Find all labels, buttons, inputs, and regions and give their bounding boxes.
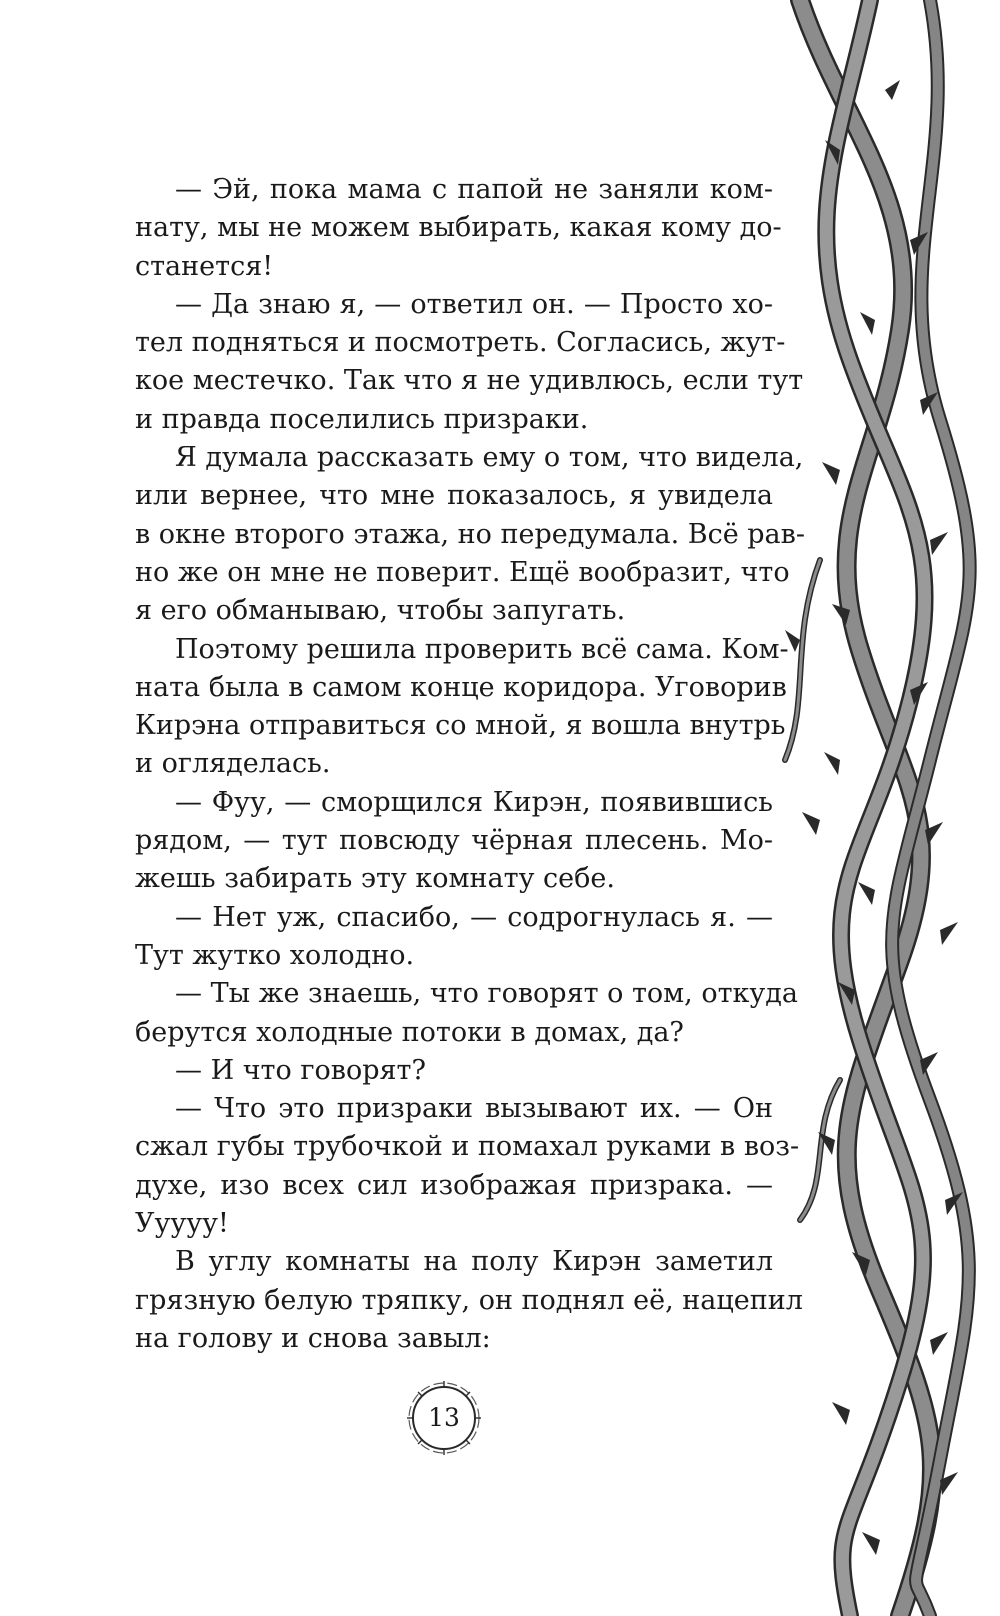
- text-line: сжал губы трубочкой и помахал руками в воз-: [135, 1131, 800, 1163]
- text-line: — Что это призраки вызывают их. — Он: [175, 1093, 773, 1125]
- text-line: Поэтому решила проверить всё сама. Ком-: [175, 633, 789, 665]
- text-line: станется!: [135, 250, 274, 282]
- text-line: но же он мне не поверит. Ещё вообразит, что: [135, 556, 790, 588]
- text-line: — Фуу, — сморщился Кирэн, появившись: [175, 786, 773, 818]
- text-line: Ууууу!: [135, 1208, 229, 1240]
- text-line: и правда поселились призраки.: [135, 403, 589, 435]
- text-line: кое местечко. Так что я не удивлюсь, если тут: [135, 365, 804, 397]
- text-line: — Эй, пока мама с папой не заняли ком-: [175, 174, 773, 205]
- text-line: в окне второго этажа, но передумала. Всё рав-: [135, 518, 805, 550]
- text-line: ната была в самом конце коридора. Уговорив: [135, 671, 787, 703]
- text-line: и огляделась.: [135, 748, 331, 780]
- thorny-vine-border-icon: [780, 0, 980, 1616]
- text-line: Тут жутко холодно.: [135, 939, 415, 971]
- text-line: рядом, — тут повсюду чёрная плесень. Мо-: [135, 825, 773, 857]
- text-line: — Ты же знаешь, что говорят о том, откуда: [175, 978, 799, 1010]
- text-line: или вернее, что мне показалось, я увидела: [135, 480, 773, 512]
- text-line: Я думала рассказать ему о том, что видела,: [175, 442, 804, 474]
- text-line: духе, изо всех сил изображая призрака. —: [135, 1169, 773, 1201]
- text-line: Кирэна отправиться со мной, я вошла внутрь: [135, 710, 786, 742]
- page-number-badge: [403, 1377, 485, 1459]
- page-number: 13: [428, 1403, 460, 1432]
- body-text: [135, 171, 805, 1358]
- text-line: берутся холодные потоки в домах, да?: [135, 1016, 684, 1048]
- text-line: — Да знаю я, — ответил он. — Просто хо-: [175, 288, 773, 320]
- text-line: — И что говорят?: [175, 1054, 426, 1086]
- text-line: жешь забирать эту комнату себе.: [135, 863, 615, 895]
- text-line: нату, мы не можем выбирать, какая кому до-: [135, 212, 782, 244]
- text-line: тел подняться и посмотреть. Согласись, жут-: [135, 327, 786, 359]
- text-line: я его обманываю, чтобы запугать.: [135, 595, 626, 627]
- text-line: — Нет уж, спасибо, — содрогнулась я. —: [175, 901, 773, 933]
- text-line: на голову и снова завыл:: [135, 1322, 491, 1354]
- text-line: В углу комнаты на полу Кирэн заметил: [175, 1246, 773, 1278]
- text-line: грязную белую тряпку, он поднял её, нацепил: [135, 1284, 803, 1316]
